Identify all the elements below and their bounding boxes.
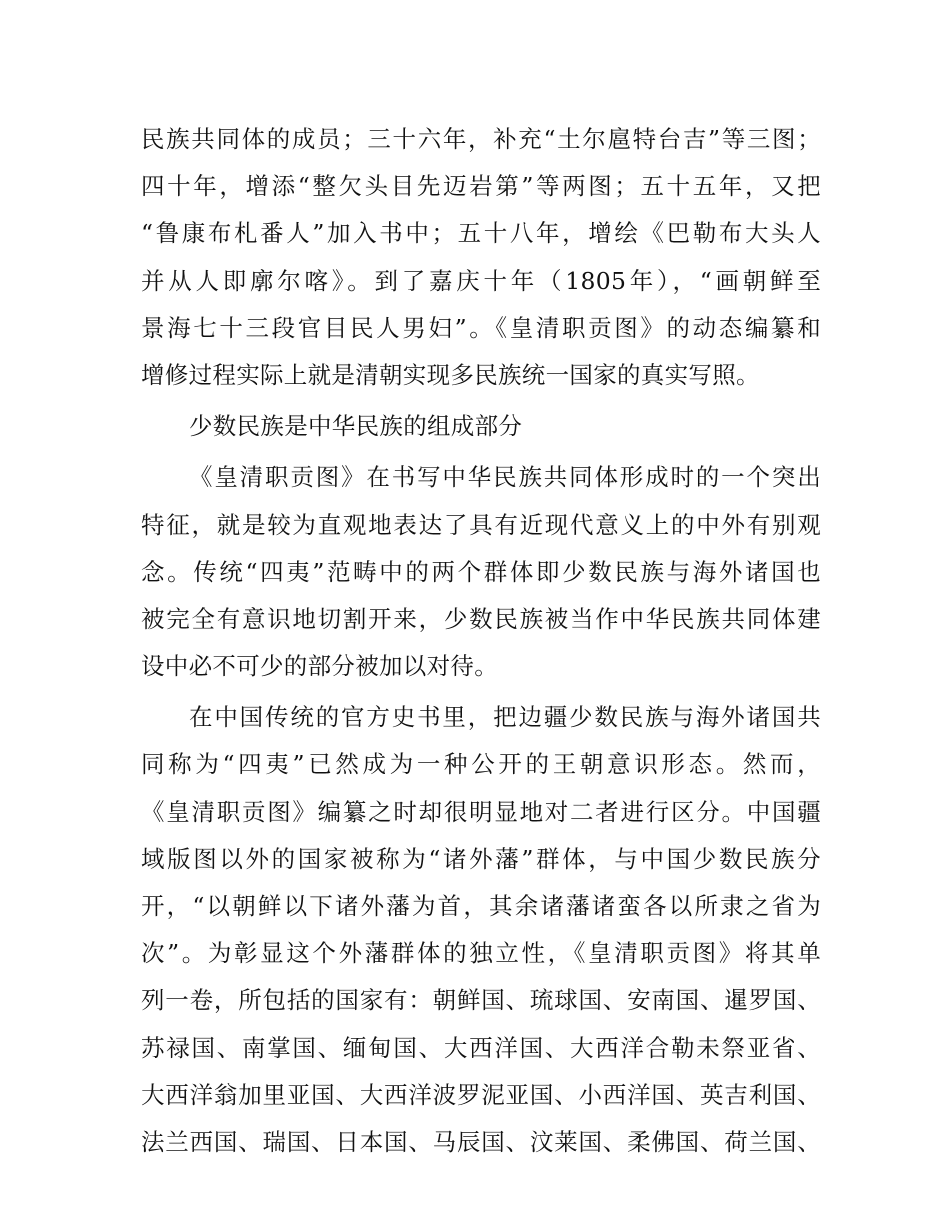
text-line: 设中必不可少的部分被加以对待。 <box>141 652 498 681</box>
text-line: 民族共同体的成员；三十六年，补充“土尔扈特台吉”等三图； <box>141 125 821 153</box>
text-line: 苏禄国、南掌国、缅甸国、大西洋国、大西洋合勒未祭亚省、 <box>141 1033 821 1062</box>
text-line: 特征，就是较为直观地表达了具有近现代意义上的中外有别观 <box>141 510 821 539</box>
text-line: 列一卷，所包括的国家有：朝鲜国、琉球国、安南国、暹罗国、 <box>141 986 821 1015</box>
text-line: 念。传统“四夷”范畴中的两个群体即少数民族与海外诸国也 <box>141 557 821 586</box>
heading-text: 少数民族是中华民族的组成部分 <box>189 412 523 441</box>
text-line: 被完全有意识地切割开来，少数民族被当作中华民族共同体建 <box>141 604 821 633</box>
paragraph <box>141 116 821 399</box>
section-heading <box>141 403 821 450</box>
text-line: 在中国传统的官方史书里，把边疆少数民族与海外诸国共 <box>189 703 821 732</box>
text-line: 《皇清职贡图》编纂之时却很明显地对二者进行区分。中国疆 <box>141 797 821 826</box>
text-line: 开，“以朝鲜以下诸外藩为首，其余诸藩诸蛮各以所隶之省为 <box>141 892 821 920</box>
text-line: 景海七十三段官目民人男妇”。《皇清职贡图》的动态编纂和 <box>141 313 821 342</box>
document-body <box>141 116 821 1166</box>
text-line: 域版图以外的国家被称为“诸外藩”群体，与中国少数民族分 <box>141 844 821 873</box>
paragraph <box>141 454 821 690</box>
text-line: 法兰西国、瑞国、日本国、马辰国、汶莱国、柔佛国、荷兰国、 <box>141 1127 821 1156</box>
paragraph <box>141 694 821 1166</box>
text-line: 四十年，增添“整欠头目先迈岩第”等两图；五十五年，又把 <box>141 172 821 201</box>
text-line: 并从人即廓尔喀》。到了嘉庆十年（1805年），“画朝鲜至 <box>141 266 821 295</box>
text-line: 大西洋翁加里亚国、大西洋波罗泥亚国、小西洋国、英吉利国、 <box>141 1080 821 1109</box>
text-line: 同称为“四夷”已然成为一种公开的王朝意识形态。然而， <box>141 750 821 779</box>
text-line: 《皇清职贡图》在书写中华民族共同体形成时的一个突出 <box>189 463 821 492</box>
text-line: “鲁康布札番人”加入书中；五十八年，增绘《巴勒布大头人 <box>141 219 821 248</box>
text-line: 次”。为彰显这个外藩群体的独立性，《皇清职贡图》将其单 <box>141 939 821 968</box>
text-line: 增修过程实际上就是清朝实现多民族统一国家的真实写照。 <box>141 360 760 389</box>
